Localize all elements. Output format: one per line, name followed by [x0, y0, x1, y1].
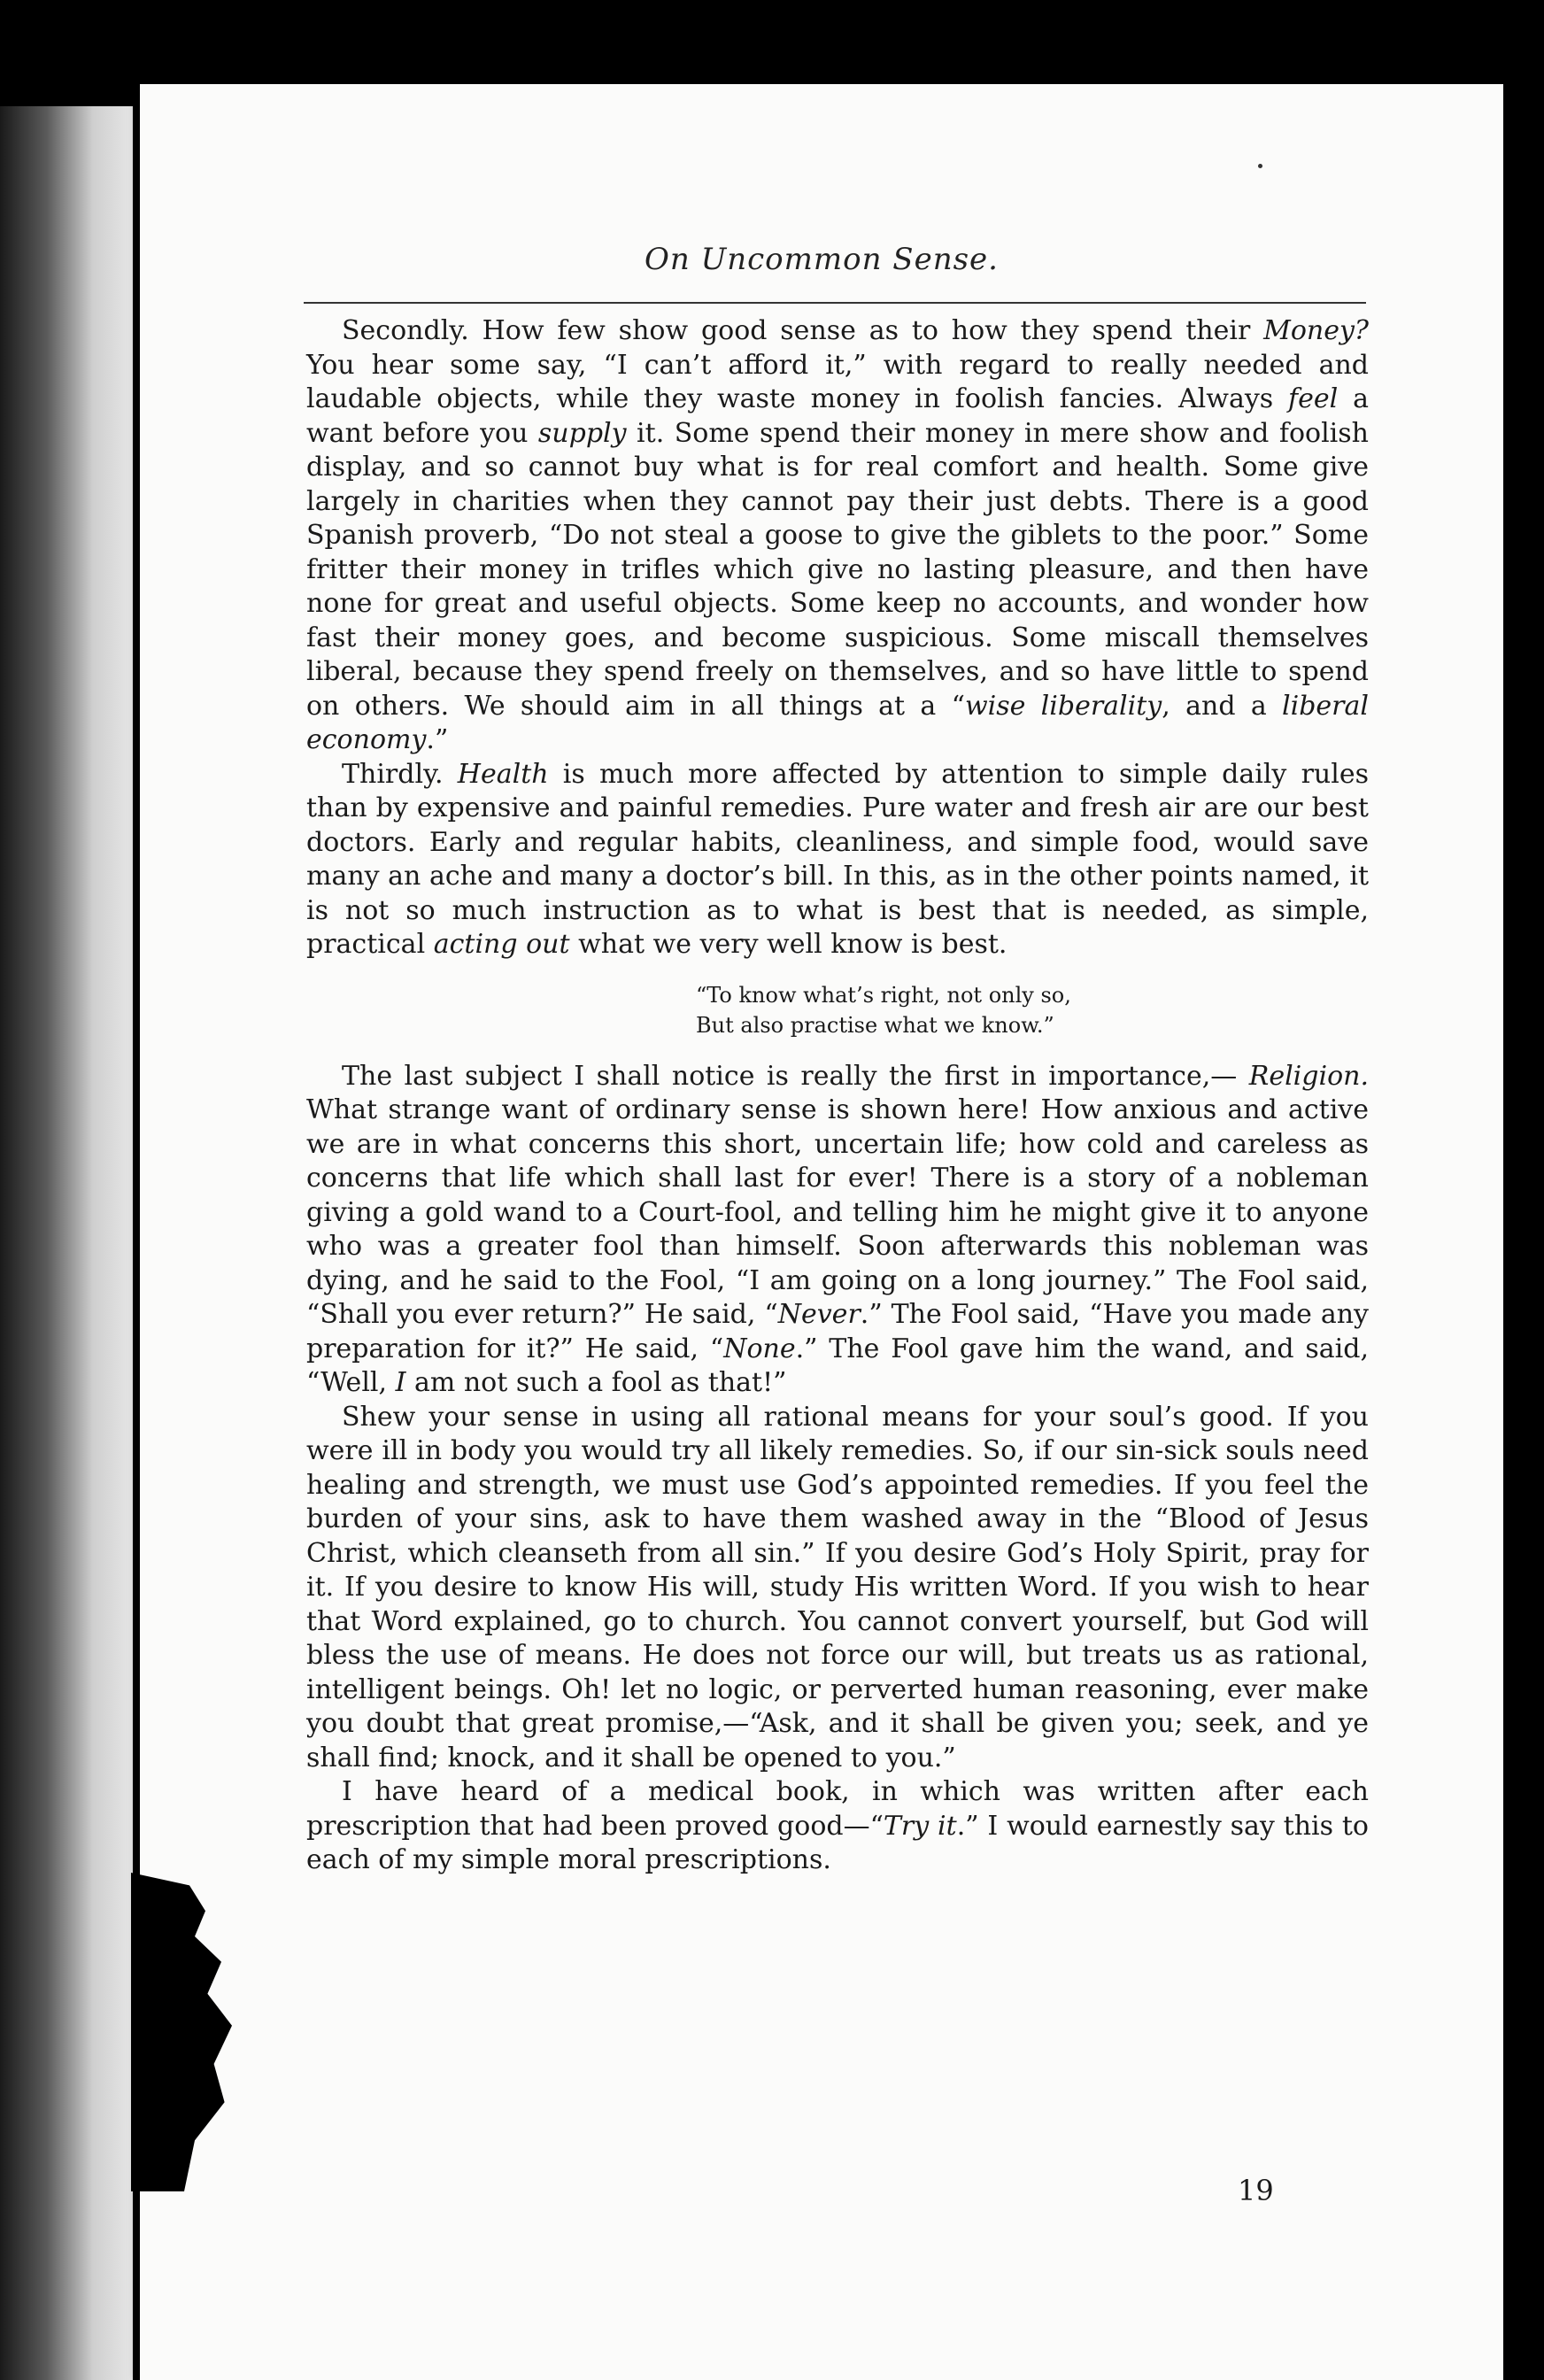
italic-run: Health — [457, 758, 549, 790]
italic-run: supply — [537, 417, 627, 449]
verse-line: “To know what’s right, not only so, — [696, 982, 1071, 1008]
italic-run: Never — [777, 1299, 861, 1330]
text-run: .” The Fool gave him the wand, and said, “Well, — [306, 1333, 1369, 1398]
text-run: .” — [426, 724, 449, 755]
paper-speck — [1258, 164, 1262, 168]
text-run: Secondly. How few show good sense as to how they spend their — [342, 315, 1264, 346]
text-run: what we very well know is best. — [569, 929, 1007, 960]
text-run: .” I would earnestly say this to each of my simple moral prescriptions. — [306, 1810, 1369, 1875]
running-title: On Uncommon Sense. — [645, 242, 999, 277]
italic-run: I — [395, 1367, 406, 1398]
text-run: is much more affected by attention to simple daily rules than by expensive and painful remedies. Pure water and fresh air are our best doctors. Early and regular habits, cleanliness, and simple food, would save many an ache and many a doctor’s bill. In this, as in the other points named, it is not so much instruction as to what is best that is needed, as simple, practical — [306, 758, 1369, 960]
text-run: Thirdly. — [342, 758, 458, 790]
text-run: Shew your sense in using all rational means for your soul’s good. If you were ill in body you would try all likely remedies. So, if our sin-sick souls need healing and strength, we must use God’s appointed remedies. If you feel the burden of your sins, ask to have them washed away in the “Blood of Jesus Christ, which cleanseth from all sin.” If you desire God’s Holy Spirit, pray for it. If you desire to know His will, study His written Word. If you wish to hear that Word explained, go to church. You cannot convert yourself, but God will bless the use of means. He does not force our will, but treats us as rational, intelligent beings. Oh! let no logic, or perverted human reasoning, ever make you doubt that great promise,—“Ask, and it shall be given you; seek, and ye shall find; knock, and it shall be opened to you.” — [306, 1401, 1369, 1773]
italic-run: wise liberality — [964, 690, 1162, 722]
torn-page-edge — [131, 1873, 237, 2191]
page-number: 19 — [1238, 2174, 1274, 2207]
italic-run: feel — [1288, 383, 1339, 414]
body-text — [306, 314, 1369, 1878]
text-run: it. Some spend their money in mere show and foolish display, and so cannot buy what is for real comfort and health. Some give largely in charities when they cannot pay their just debts. There is a good Spanish proverb, “Do not steal a goose to give the giblets to the poor.” Some fritter their money in trifles which give no lasting pleasure, and then have none for great and useful objects. Some keep no accounts, and wonder how fast their money goes, and become suspicious. Some miscall themselves liberal, because they spend freely on themselves, and so have little to spend on others. We should aim in all things at a “ — [306, 417, 1369, 722]
text-run: I have heard of a medical book, in which was written after each prescription that had been proved good—“ — [306, 1776, 1369, 1842]
text-run: What strange want of ordinary sense is shown here! How anxious and active we are in what concerns this short, uncertain life; how cold and careless as concerns that life which shall last for ever! There is a story of a nobleman giving a gold wand to a Court-fool, and telling him he might give it to anyone who was a greater fool than himself. Soon afterwards this nobleman was dying, and he said to the Fool, “I am going on a long journey.” The Fool said, “Shall you ever return?” He said, “ — [306, 1094, 1369, 1330]
italic-run: None — [723, 1333, 796, 1364]
text-run: am not such a fool as that!” — [405, 1367, 787, 1398]
paragraph-sense — [306, 1401, 1369, 1776]
italic-run: acting out — [433, 929, 570, 960]
text-run: You hear some say, “I can’t afford it,” with regard to really needed and laudable objects, while they waste money in foolish fancies. Always — [306, 349, 1369, 414]
text-run: a want before you — [306, 383, 1370, 449]
header-rule — [304, 302, 1366, 304]
italic-run: Money? — [1263, 315, 1369, 346]
paragraph-money — [306, 314, 1369, 758]
facing-page-edge — [0, 106, 133, 2380]
verse-line: But also practise what we know.” — [696, 1012, 1054, 1038]
italic-run: Try it — [883, 1810, 957, 1842]
italic-run: Religion. — [1248, 1060, 1369, 1092]
italic-run: liberal economy — [306, 690, 1369, 755]
text-run: The last subject I shall notice is really the first in importance,— — [342, 1060, 1249, 1092]
text-run: .” The Fool said, “Have you made any preparation for it?” He said, “ — [306, 1299, 1369, 1364]
paragraph-religion — [306, 1060, 1369, 1401]
paragraph-prescription — [306, 1775, 1369, 1878]
paragraph-health — [306, 758, 1369, 962]
book-page — [140, 84, 1503, 2380]
text-run: , and a — [1162, 690, 1283, 722]
verse-quotation — [306, 980, 1369, 1040]
